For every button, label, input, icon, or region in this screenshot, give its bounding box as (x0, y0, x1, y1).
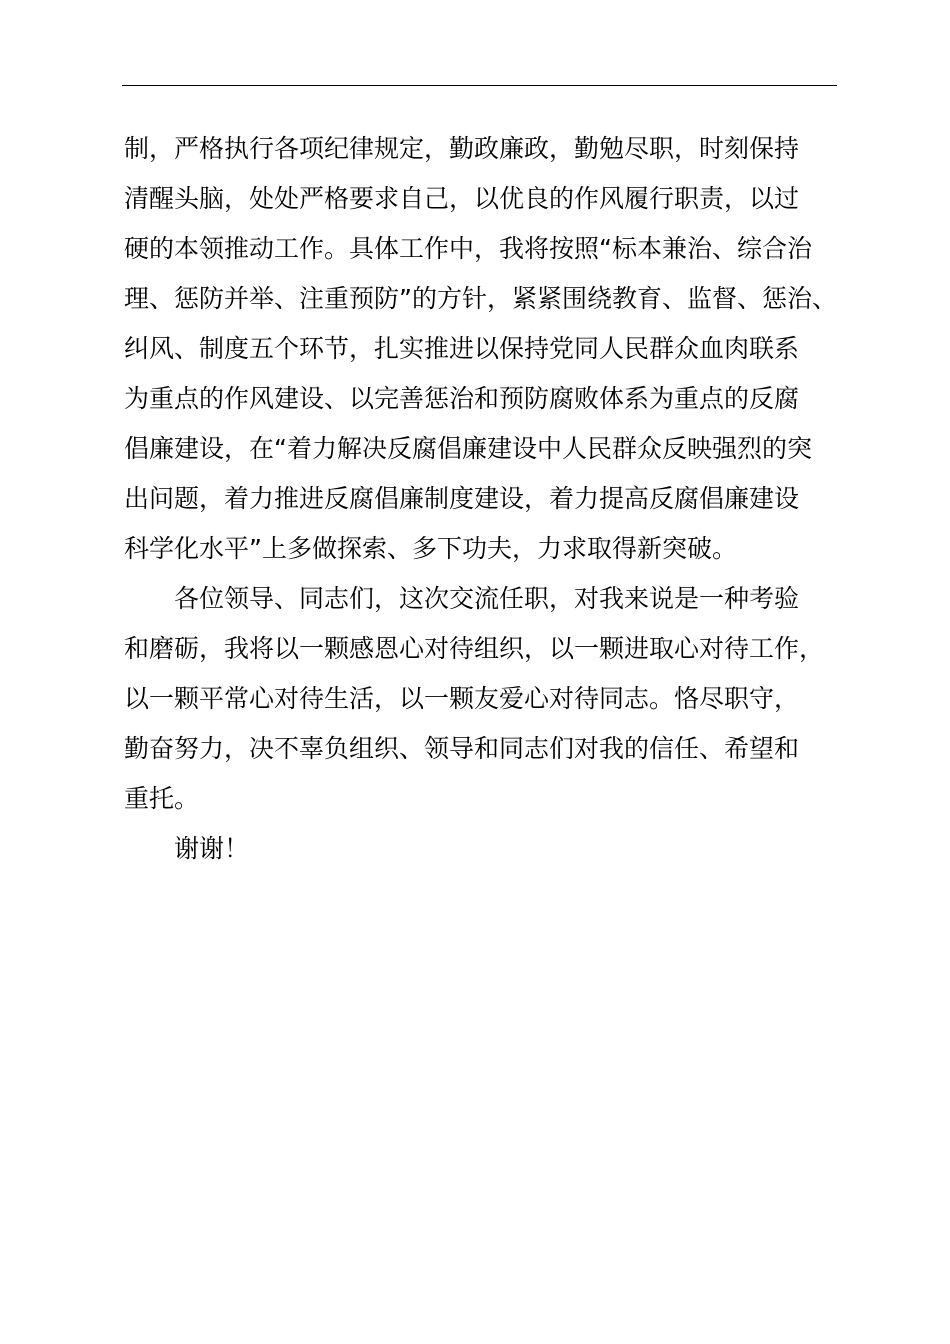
text-line: 以一颗平常心对待生活，以一颗友爱心对待同志。恪尽职守， (124, 684, 800, 713)
text-line: 出问题，着力推进反腐倡廉制度建设，着力提高反腐倡廉建设 (124, 484, 800, 513)
text-line: 制，严格执行各项纪律规定，勤政廉政，勤勉尽职，时刻保持 (124, 134, 800, 163)
text-line: 为重点的作风建设、以完善惩治和预防腐败体系为重点的反腐 (124, 384, 800, 413)
paragraph-start-line: 各位领导、同志们，这次交流任职，对我来说是一种考验 (174, 584, 800, 613)
body-text (124, 124, 864, 874)
text-line: 勤奋努力，决不辜负组织、领导和同志们对我的信任、希望和 (124, 734, 800, 763)
text-line: 硬的本领推动工作。具体工作中，我将按照“标本兼治、综合治 (124, 234, 812, 263)
text-line: 科学化水平”上多做探索、多下功夫，力求取得新突破。 (124, 534, 737, 563)
text-line: 倡廉建设，在“着力解决反腐倡廉建设中人民群众反映强烈的突 (124, 434, 812, 463)
text-line: 理、惩防并举、注重预防”的方针，紧紧围绕教育、监督、惩治、 (124, 284, 837, 313)
text-line: 和磨砺，我将以一颗感恩心对待组织，以一颗进取心对待工作， (124, 634, 825, 663)
text-line: 纠风、制度五个环节，扎实推进以保持党同人民群众血肉联系 (124, 334, 800, 363)
header-rule (122, 85, 837, 86)
text-line: 清醒头脑，处处严格要求自己，以优良的作风履行职责，以过 (124, 184, 800, 213)
closing-line: 谢谢！ (174, 834, 250, 863)
text-line: 重托。 (124, 784, 200, 813)
